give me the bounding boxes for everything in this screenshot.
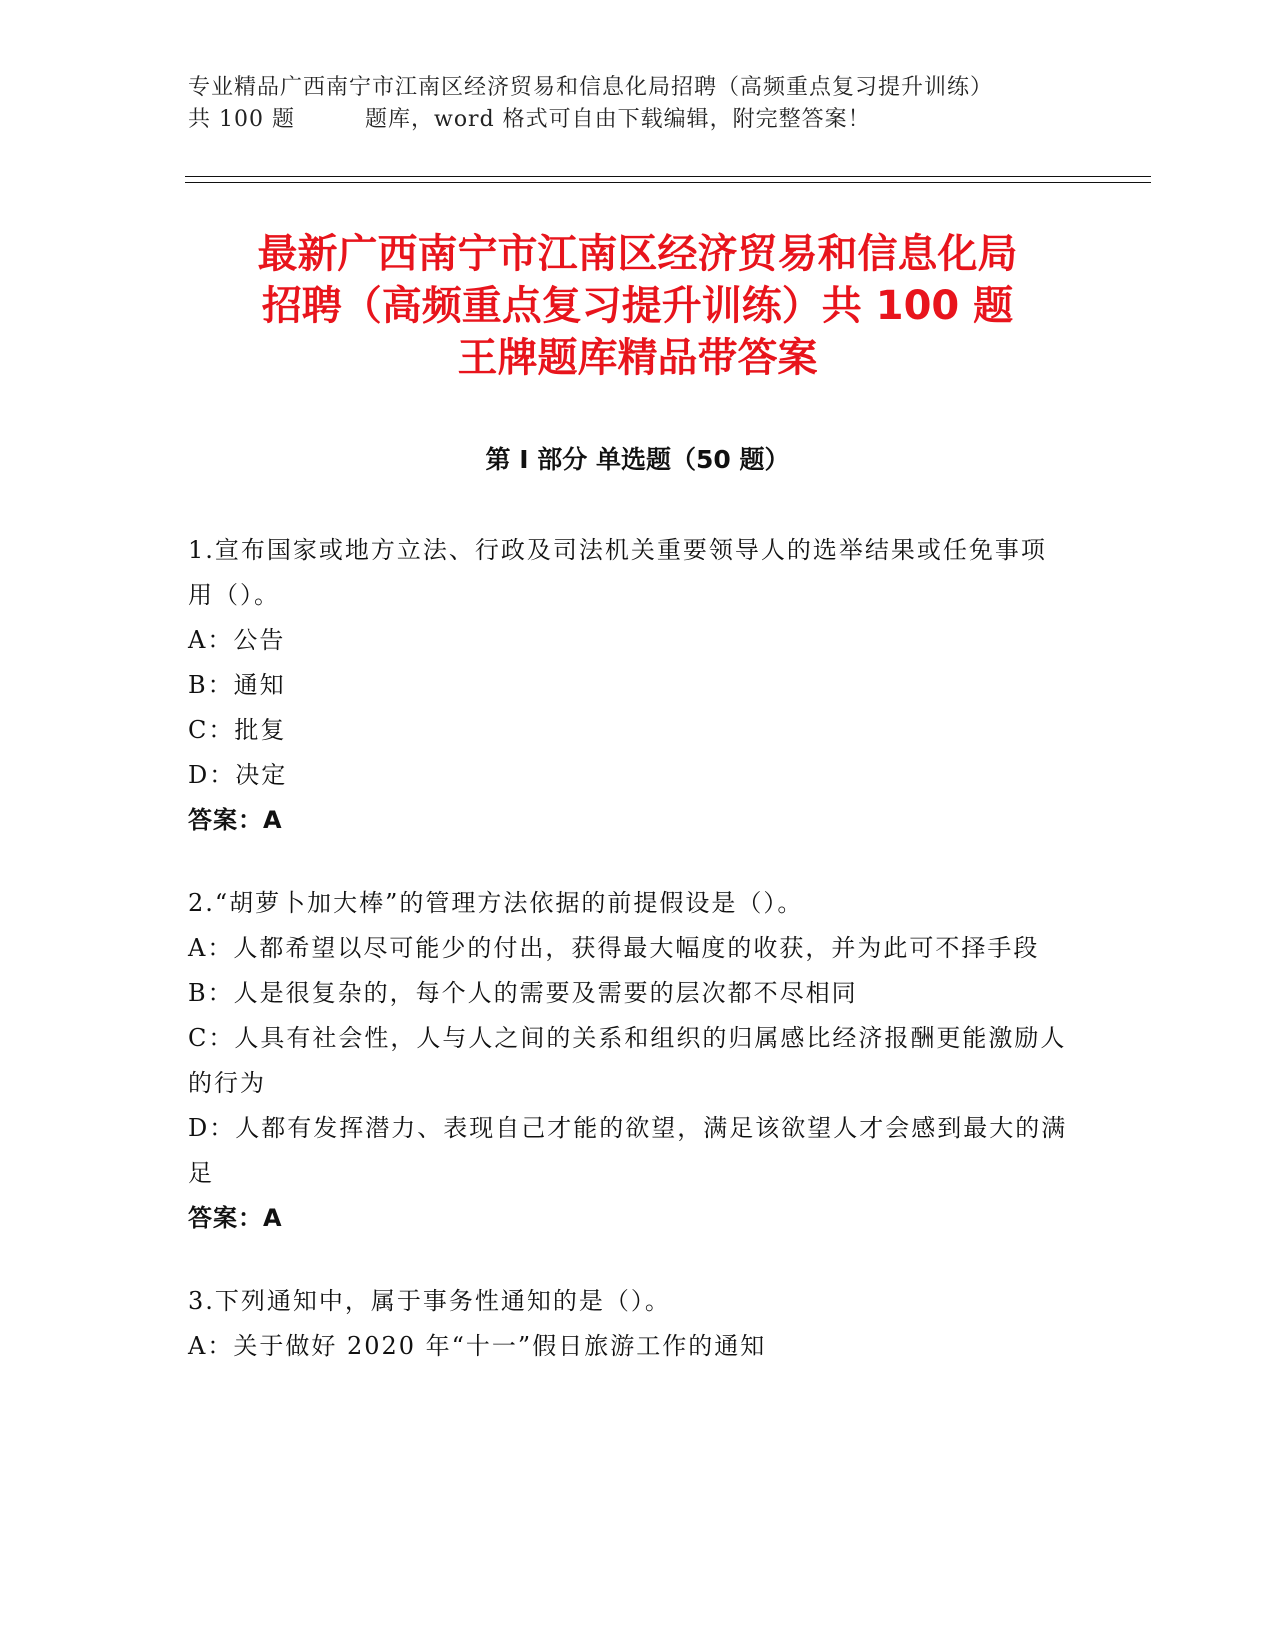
option-b: B：人是很复杂的，每个人的需要及需要的层次都不尽相同: [188, 979, 858, 1007]
option-c: C：批复: [188, 716, 287, 744]
option-d: D：决定: [188, 761, 288, 789]
question-list: [188, 528, 1068, 1407]
question-stem: 3.下列通知中，属于事务性通知的是（）。: [188, 1287, 671, 1315]
header-format-note: 题库，word 格式可自由下载编辑，附完整答案！: [364, 107, 871, 132]
option-a: A：关于做好 2020 年“十一”假日旅游工作的通知: [188, 1332, 767, 1360]
title-line-3: 王牌题库精品带答案: [457, 335, 818, 381]
option-a: A：公告: [188, 626, 286, 654]
header-divider-bottom: [185, 182, 1151, 183]
title-line-2: 招聘（高频重点复习提升训练）共 100 题: [261, 283, 1014, 329]
question-3: [188, 1279, 1068, 1369]
answer-line: 答案：A: [188, 806, 283, 834]
option-c: C：人具有社会性，人与人之间的关系和组织的归属感比经济报酬更能激励人的行为: [188, 1024, 1067, 1097]
header-divider-top: [185, 176, 1151, 177]
header-line-1: 专业精品广西南宁市江南区经济贸易和信息化局招聘（高频重点复习提升训练）: [188, 75, 994, 100]
question-stem: 1.宣布国家或地方立法、行政及司法机关重要领导人的选举结果或任免事项用（）。: [188, 536, 1047, 609]
header-question-count: 共 100 题: [188, 107, 295, 132]
section-title: 第 I 部分 单选题（50 题）: [485, 445, 790, 474]
document-title: [160, 228, 1115, 384]
page-header: [188, 72, 1088, 136]
question-1: [188, 528, 1068, 843]
header-line-2: [188, 104, 1088, 136]
option-d: D：人都有发挥潜力、表现自己才能的欲望，满足该欲望人才会感到最大的满足: [188, 1114, 1068, 1187]
question-2: [188, 881, 1068, 1241]
option-a: A：人都希望以尽可能少的付出，获得最大幅度的收获，并为此可不择手段: [188, 934, 1040, 962]
answer-line: 答案：A: [188, 1204, 283, 1232]
option-b: B：通知: [188, 671, 286, 699]
question-stem: 2.“胡萝卜加大棒”的管理方法依据的前提假设是（）。: [188, 889, 804, 917]
title-line-1: 最新广西南宁市江南区经济贸易和信息化局: [257, 231, 1018, 277]
